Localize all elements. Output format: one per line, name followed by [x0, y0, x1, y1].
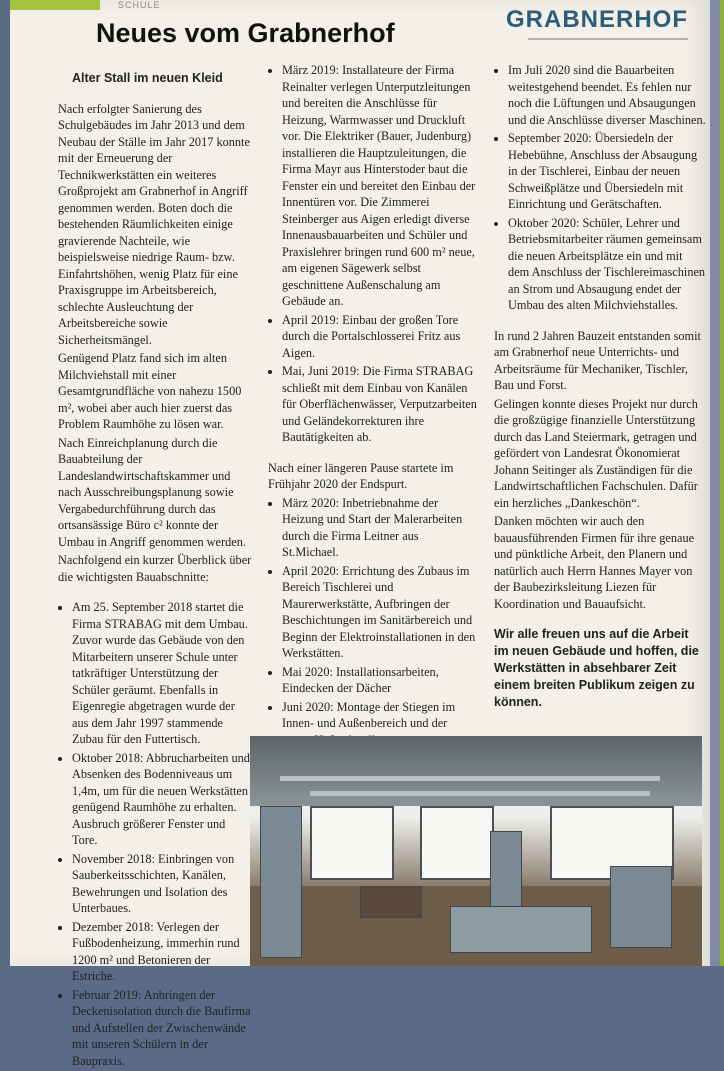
workshop-photo — [250, 736, 702, 966]
article-subheading: Alter Stall im neuen Kleid — [72, 71, 223, 85]
paragraph: Gelingen konnte dieses Projekt nur durch die großzügige finanzielle Unterstützung durch das Land Steiermark, getragen und gefördert von Landesrat Ökonomierat Johann Seitinger als Zuständigen für die Landwirtschaftlichen Fachschulen. Dafür ein herzliches „Dankeschön“. — [494, 396, 698, 510]
construction-timeline-list — [58, 599, 253, 1069]
paragraph: Genügend Platz fand sich im alten Milchviehstall mit einer Gesamtgrundfläche von nahezu 1500 m², wobei aber auch hier zuerst das Problem Raumhöhe zu lösen war. — [58, 351, 242, 431]
construction-timeline-list — [494, 62, 706, 314]
paragraph: Nach Einreichplanung durch die Bauabteilung der Landeslandwirtschaftskammer und nach Ausschreibungsplanung sowie Vergabedurchführung durch das ortsansässige Büro c² konnte der Umbau in Angriff genommen werden. — [58, 435, 246, 549]
list-item: • Dezember 2018: Verlegen der Fußbodenheizung, immerhin rund 1200 m² und Betonieren der Estriche. — [72, 919, 253, 985]
closing-statement: Wir alle freuen uns auf die Arbeit im neuen Gebäude und hoffen, die Werkstätten in absehbarer Zeit einem breiten Publikum zeigen zu können. — [494, 627, 699, 709]
paragraph: Nachfolgend ein kurzer Überblick über die wichtigsten Bauabschnitte: — [58, 553, 252, 584]
list-item: • Mai 2020: Installationsarbeiten, Eindecken der Dächer — [282, 664, 478, 697]
page-edge-accent — [720, 0, 724, 966]
construction-timeline-list — [268, 62, 478, 446]
list-item: • Im Juli 2020 sind die Bauarbeiten weitestgehend beendet. Es fehlen nur noch die Lüftungen und Absaugungen und die Anschlüsse diverser Maschinen. — [508, 62, 706, 128]
column-1 — [58, 62, 253, 1071]
construction-timeline-list — [268, 495, 478, 749]
list-item: • November 2018: Einbringen von Sauberkeitsschichten, Kanälen, Bewehrungen und Isolation des Unterbaues. — [72, 851, 253, 917]
magazine-page — [10, 0, 710, 1068]
column-2 — [268, 62, 478, 750]
paragraph: Danken möchten wir auch den bauausführenden Firmen für ihre genaue und pünktliche Arbeit, den Planern und natürlich auch Herrn Hannes Mayer von der Baubezirksleitung Liezen für Koordination und Bauaufsicht. — [494, 514, 695, 611]
list-item: • April 2019: Einbau der großen Tore durch die Portalschlosserei Fritz aus Aigen. — [282, 312, 478, 362]
page-title: Neues vom Grabnerhof — [96, 18, 395, 48]
paragraph: Nach erfolgter Sanierung des Schulgebäudes im Jahr 2013 und dem Neubau der Ställe im Jahr 2017 konnte mit der Erneuerung der Technikwerkstätten ein weiteres Großprojekt am Grabnerhof in Angriff genommen werden. Boten doch die bestehenden Räumlichkeiten einige gravierende Nachteile, wie beispielsweise niedrige Raum- bzw. Einfahrtshöhen, wenig Platz für eine Praxisgruppe im Arbeitsbereich, schlechte Ausleuchtung der Arbeitsbereiche sowie Sicherheitsmängel. — [58, 101, 250, 347]
paragraph: Nach einer längeren Pause startete im Frühjahr 2020 der Endspurt. — [268, 460, 454, 491]
list-item: • Oktober 2018: Abbrucharbeiten und Absenken des Bodenniveaus um 1,4m, um für die neuen Werkstätten genügend Raumhöhe zu erhalten. Ausbruch größerer Fenster und Tore. — [72, 750, 253, 849]
list-item: • Am 25. September 2018 startet die Firma STRABAG mit dem Umbau. Zuvor wurde das Gebäude von den Mitarbeitern unserer Schule unter tatkräftiger Unterstützung der Schüler geräumt. Ebenfalls in Eigenregie abgetragen wurde der aus dem Jahr 1997 stammende Zubau für den Futtertisch. — [72, 599, 253, 748]
list-item: • Juni 2020: Montage der Stiegen im Innen- und Außenbereich und der — [282, 699, 478, 749]
list-item: • März 2020: Inbetriebnahme der Heizung und Start der Malerarbeiten durch die Firma Leitner aus St.Michael. — [282, 495, 478, 561]
list-item: • Mai, Juni 2019: Die Firma STRABAG schließt mit dem Einbau von Kanälen für Oberflächenwässer, Verputzarbeiten und Geländekorrekturen ihre Bautätigkeiten ab. — [282, 363, 478, 446]
list-item: • September 2020: Übersiedeln der Hebebühne, Anschluss der Absaugung in der Tischlerei, Einbau der neuen Schweißplätze und Übersiedeln mit Einrichtung und Gerätschaften. — [508, 130, 706, 213]
list-item: • Februar 2019: Anbringen der Deckenisolation durch die Baufirma und Aufstellen der Zwischenwände mit unseren Schülern in der Baupraxis. — [72, 987, 253, 1070]
brand-logo-text: GRABNERHOF — [506, 6, 688, 33]
section-tab — [10, 0, 100, 10]
paragraph: In rund 2 Jahren Bauzeit entstanden somit am Grabnerhof neue Unterrichts- und Arbeitsräume für Mechaniker, Tischler, Bau und Forst. — [494, 328, 701, 392]
brand-divider — [528, 38, 688, 40]
section-label: SCHULE — [118, 0, 161, 10]
list-item: • März 2019: Installateure der Firma Reinalter verlegen Unterputzleitungen und bereiten die Anschlüsse für Heizung, Warmwasser und Druckluft vor. Die Elektriker (Bauer, Judenburg) installieren die Hauptzuleitungen, die Firma Mayr aus Hinterstoder baut die Fenster ein und bereitet den Einbau der Innentüren vor. Die Zimmerei Steinberger aus Aigen erledigt diverse Innenausbauarbeiten und Schüler und Praxislehrer bringen rund 600 m² neue, am eigenen Sägewerk selbst geschnittene Außenschalung am Gebäude an. — [282, 62, 478, 310]
list-item: • Oktober 2020: Schüler, Lehrer und Betriebsmitarbeiter räumen gemeinsam die neuen Arbeitsplätze ein und mit dem Anschluss der Tischlereimaschinen an Strom und Absaugung endet der Umbau des alten Milchviehstalles. — [508, 215, 706, 314]
column-3 — [494, 62, 706, 713]
list-item: • April 2020: Errichtung des Zubaus im Bereich Tischlerei und Maurerwerkstätte, Aufbringen der Beschichtungen im Sanitärbereich und Beginn der Elektroinstallationen in den Werkstätten. — [282, 563, 478, 662]
